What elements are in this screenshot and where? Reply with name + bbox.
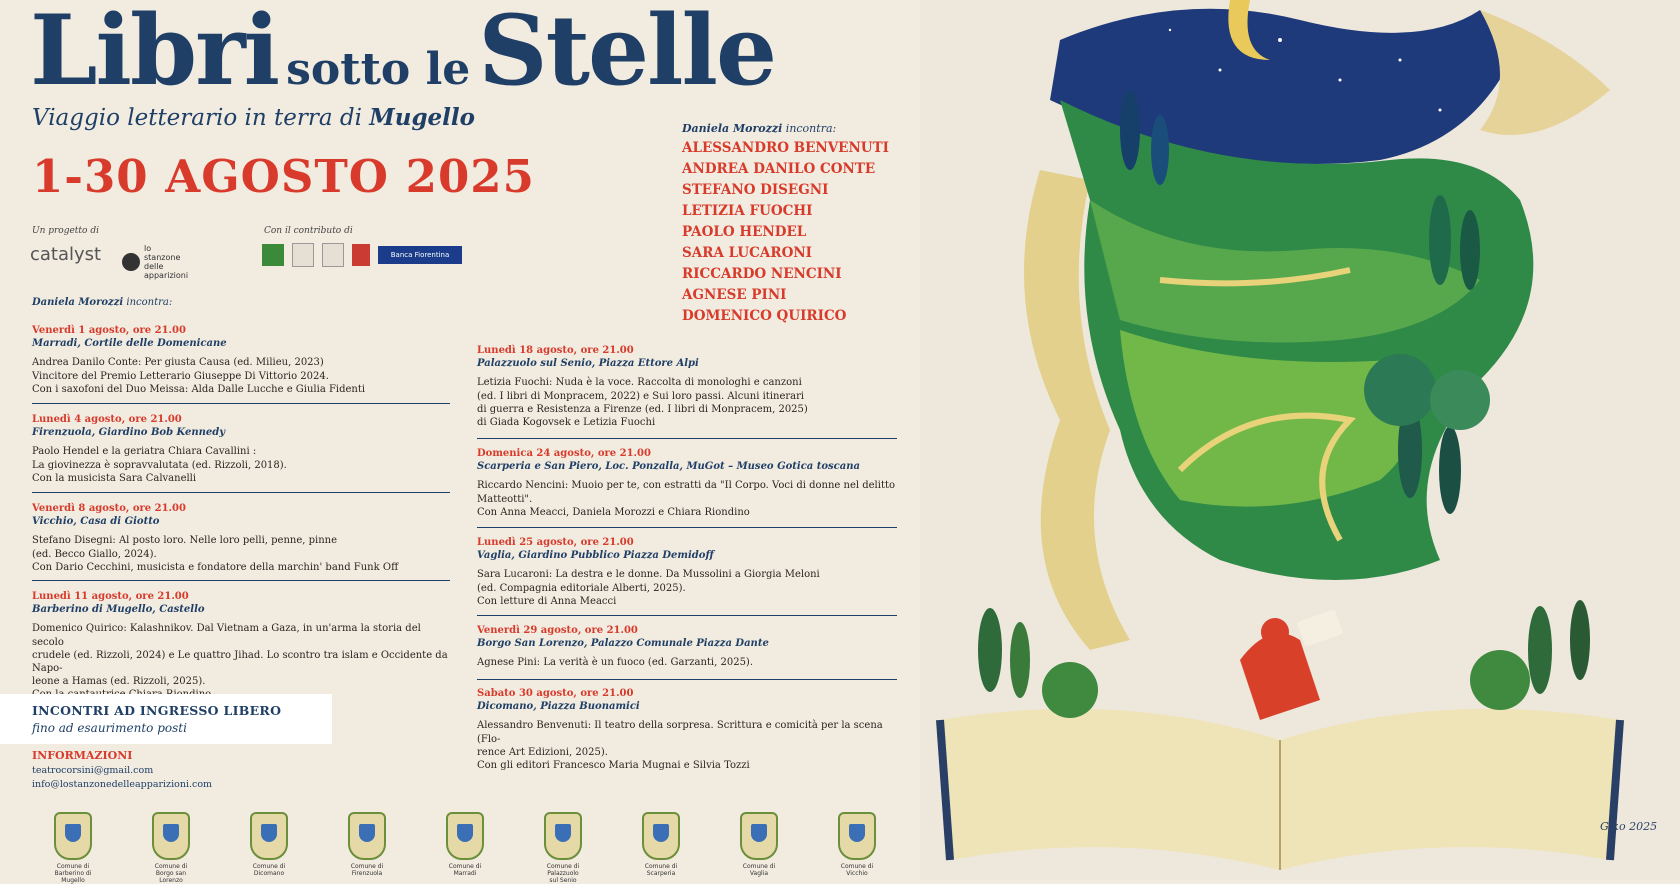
event-day: Lunedì 11 agosto, ore 21.00 bbox=[32, 591, 189, 602]
free-entry-title: INCONTRI AD INGRESSO LIBERO bbox=[32, 703, 282, 718]
divider bbox=[32, 403, 450, 404]
event-place: Firenzuola, Giardino Bob Kennedy bbox=[32, 427, 226, 439]
event-line: Con la musicista Sara Calvanelli bbox=[32, 472, 197, 484]
event-line: di Giada Kogovsek e Letizia Fuochi bbox=[477, 417, 656, 429]
crest-icon bbox=[446, 812, 484, 860]
meets-left-word: incontra: bbox=[126, 297, 173, 308]
artist-signature: Giko 2025 bbox=[1600, 820, 1658, 833]
regione-logo-icon bbox=[292, 243, 314, 267]
crest-name: Comune di Vaglia bbox=[742, 863, 776, 877]
crest-icon bbox=[544, 812, 582, 860]
project-label: Un progetto di bbox=[32, 226, 99, 236]
event-right-1 bbox=[477, 344, 897, 429]
event-day: Lunedì 25 agosto, ore 21.00 bbox=[477, 537, 634, 548]
event-line: La giovinezza è sopravvalutata (ed. Rizzoli, 2018). bbox=[32, 459, 287, 471]
bank-logo: Banca Fiorentina bbox=[378, 246, 462, 264]
crest-palazzuolo bbox=[543, 812, 583, 884]
toscana-logo-icon bbox=[322, 243, 344, 267]
divider bbox=[477, 438, 897, 439]
event-right-4 bbox=[477, 624, 897, 670]
guest-list-heading bbox=[682, 122, 889, 135]
event-dates: 1-30 AGOSTO 2025 bbox=[32, 150, 535, 203]
crest-barberino bbox=[53, 812, 93, 884]
event-line: crudele (ed. Rizzoli, 2024) e Le quattro Jihad. Lo scontro tra islam e Occidente da Napo- bbox=[32, 649, 448, 675]
event-line: (ed. Becco Giallo, 2024). bbox=[32, 548, 157, 560]
event-day: Venerdì 29 agosto, ore 21.00 bbox=[477, 625, 638, 636]
divider bbox=[477, 615, 897, 616]
event-right-5 bbox=[477, 687, 897, 772]
divider bbox=[32, 580, 450, 581]
crest-icon bbox=[250, 812, 288, 860]
event-line: Con letture di Anna Meacci bbox=[477, 595, 617, 607]
event-line: (ed. Compagnia editoriale Alberti, 2025). bbox=[477, 582, 686, 594]
event-line: Agnese Pini: La verità è un fuoco (ed. Garzanti, 2025). bbox=[477, 657, 754, 669]
event-place: Palazzuolo sul Senio, Piazza Ettore Alpi bbox=[477, 358, 699, 370]
event-place: Vicchio, Casa di Giotto bbox=[32, 516, 160, 528]
crest-icon bbox=[642, 812, 680, 860]
event-line: Domenico Quirico: Kalashnikov. Dal Vietnam a Gaza, in un'arma la storia del secolo bbox=[32, 623, 421, 648]
crest-name: Comune di Palazzuolo sul Senio bbox=[546, 863, 580, 884]
event-line: Riccardo Nencini: Muoio per te, con estratti da "Il Corpo. Voci di donne nel delitto bbox=[477, 480, 896, 492]
event-day: Venerdì 1 agosto, ore 21.00 bbox=[32, 325, 186, 336]
meets-left bbox=[32, 297, 172, 308]
guest-name: LETIZIA FUOCHI bbox=[682, 203, 813, 219]
contributor-logos bbox=[262, 242, 462, 268]
guest-name: AGNESE PINI bbox=[682, 287, 787, 303]
event-line: rence Art Edizioni, 2025). bbox=[477, 746, 608, 758]
crest-name: Comune di Scarperia bbox=[644, 863, 678, 877]
crest-name: Comune di Marradi bbox=[448, 863, 482, 877]
event-left-1 bbox=[32, 324, 452, 396]
meets-left-name: Daniela Morozzi bbox=[32, 297, 124, 308]
guest-name: SARA LUCARONI bbox=[682, 245, 812, 261]
crest-name: Comune di Barberino di Mugello bbox=[54, 863, 92, 884]
event-place: Barberino di Mugello, Castello bbox=[32, 604, 205, 616]
crest-icon bbox=[348, 812, 386, 860]
title-stelle: Stelle bbox=[478, 0, 776, 107]
info-email-2[interactable]: info@lostanzonedelleapparizioni.com bbox=[32, 779, 213, 790]
crest-icon bbox=[740, 812, 778, 860]
info-title: INFORMAZIONI bbox=[32, 749, 133, 762]
title-libri: Libri bbox=[30, 0, 279, 107]
guest-name: RICCARDO NENCINI bbox=[682, 266, 842, 282]
subtitle bbox=[32, 104, 475, 131]
crest-name: Comune di Borgo san Lorenzo bbox=[154, 863, 188, 884]
guest-name: DOMENICO QUIRICO bbox=[682, 308, 847, 324]
guest-list-word: incontra: bbox=[785, 122, 837, 135]
event-line: (ed. I libri di Monpracem, 2022) e Sui loro passi. Alcuni itinerari bbox=[477, 390, 805, 402]
free-entry-box bbox=[0, 694, 332, 744]
divider bbox=[477, 679, 897, 680]
event-line: Con i saxofoni del Duo Meissa: Alda Dalle Lucche e Giulia Fidenti bbox=[32, 383, 366, 395]
event-line: Paolo Hendel e la geriatra Chiara Cavallini : bbox=[32, 446, 257, 458]
event-line: Con gli editori Francesco Maria Mugnai e Silvia Tozzi bbox=[477, 760, 750, 772]
divider bbox=[32, 492, 450, 493]
title-sotto-le: sotto le bbox=[286, 44, 471, 95]
divider bbox=[477, 527, 897, 528]
event-place: Borgo San Lorenzo, Palazzo Comunale Piazza Dante bbox=[477, 638, 769, 650]
event-day: Lunedì 18 agosto, ore 21.00 bbox=[477, 345, 634, 356]
subtitle-place: Mugello bbox=[369, 104, 475, 131]
crest-name: Comune di Vicchio bbox=[840, 863, 874, 877]
crest-name: Comune di Firenzuola bbox=[350, 863, 384, 877]
catalyst-logo: catalyst bbox=[30, 244, 102, 265]
event-day: Sabato 30 agosto, ore 21.00 bbox=[477, 688, 634, 699]
event-day: Domenica 24 agosto, ore 21.00 bbox=[477, 448, 651, 459]
event-left-4 bbox=[32, 590, 452, 702]
event-place: Marradi, Cortile delle Domenicane bbox=[32, 338, 227, 350]
event-line: Andrea Danilo Conte: Per giusta Causa (ed. Milieu, 2023) bbox=[32, 357, 324, 369]
guest-name: ALESSANDRO BENVENUTI bbox=[682, 140, 889, 156]
event-place: Dicomano, Piazza Buonamici bbox=[477, 701, 640, 713]
illustration-book-landscape bbox=[920, 0, 1680, 880]
crest-name: Comune di Dicomano bbox=[252, 863, 286, 877]
crest-icon bbox=[54, 812, 92, 860]
event-line: Sara Lucaroni: La destra e le donne. Da Mussolini a Giorgia Meloni bbox=[477, 569, 820, 581]
event-line: leone a Hamas (ed. Rizzoli, 2025). bbox=[32, 676, 206, 688]
event-right-2 bbox=[477, 447, 897, 519]
event-line: Letizia Fuochi: Nuda è la voce. Raccolta di monologhi e canzoni bbox=[477, 377, 802, 389]
free-entry-sub: fino ad esaurimento posti bbox=[32, 721, 187, 735]
crest-icon bbox=[838, 812, 876, 860]
info-email-1[interactable]: teatrocorsini@gmail.com bbox=[32, 765, 154, 776]
event-line: Con Anna Meacci, Daniela Morozzi e Chiara Riondino bbox=[477, 506, 750, 518]
event-left-2 bbox=[32, 413, 452, 485]
crest-scarperia bbox=[641, 812, 681, 877]
crest-borgo bbox=[151, 812, 191, 884]
crest-vicchio bbox=[837, 812, 877, 877]
contrib-label: Con il contributo di bbox=[264, 226, 353, 236]
event-place: Vaglia, Giardino Pubblico Piazza Demidoff bbox=[477, 550, 714, 562]
firenze-logo-icon bbox=[352, 244, 370, 266]
unione-montana-logo-icon bbox=[262, 244, 284, 266]
guest-list-host: Daniela Morozzi bbox=[682, 122, 783, 135]
event-line: di guerra e Resistenza a Firenze (ed. I libri di Monpracem, 2025) bbox=[477, 403, 808, 415]
event-right-3 bbox=[477, 536, 897, 608]
crest-marradi bbox=[445, 812, 485, 877]
event-line: Alessandro Benvenuti: Il teatro della sorpresa. Scrittura e comicità per la scena (Flo- bbox=[477, 720, 883, 745]
event-day: Venerdì 8 agosto, ore 21.00 bbox=[32, 503, 186, 514]
crest-firenzuola bbox=[347, 812, 387, 877]
event-line: Vincitore del Premio Letterario Giuseppe Di Vittorio 2024. bbox=[32, 370, 329, 382]
stanzone-text: lo stanzone delle apparizioni bbox=[144, 244, 189, 280]
poster-title bbox=[30, 0, 775, 107]
event-day: Lunedì 4 agosto, ore 21.00 bbox=[32, 414, 182, 425]
crest-dicomano bbox=[249, 812, 289, 877]
guest-name: ANDREA DANILO CONTE bbox=[682, 161, 876, 177]
guest-name: PAOLO HENDEL bbox=[682, 224, 807, 240]
stanzone-logo bbox=[122, 244, 188, 280]
event-line: Matteotti". bbox=[477, 493, 533, 505]
event-line: Stefano Disegni: Al posto loro. Nelle loro pelli, penne, pinne bbox=[32, 535, 338, 547]
crest-vaglia bbox=[739, 812, 779, 877]
guest-name: STEFANO DISEGNI bbox=[682, 182, 829, 198]
event-place: Scarperia e San Piero, Loc. Ponzalla, MuGot – Museo Gotica toscana bbox=[477, 461, 860, 473]
event-line: Con Dario Cecchini, musicista e fondatore della marchin' band Funk Off bbox=[32, 561, 399, 573]
crest-icon bbox=[152, 812, 190, 860]
event-left-3 bbox=[32, 502, 452, 574]
stanzone-mark-icon bbox=[122, 253, 140, 271]
municipality-crests bbox=[50, 812, 890, 884]
guest-list bbox=[682, 122, 889, 327]
subtitle-text: Viaggio letterario in terra di bbox=[32, 105, 362, 131]
